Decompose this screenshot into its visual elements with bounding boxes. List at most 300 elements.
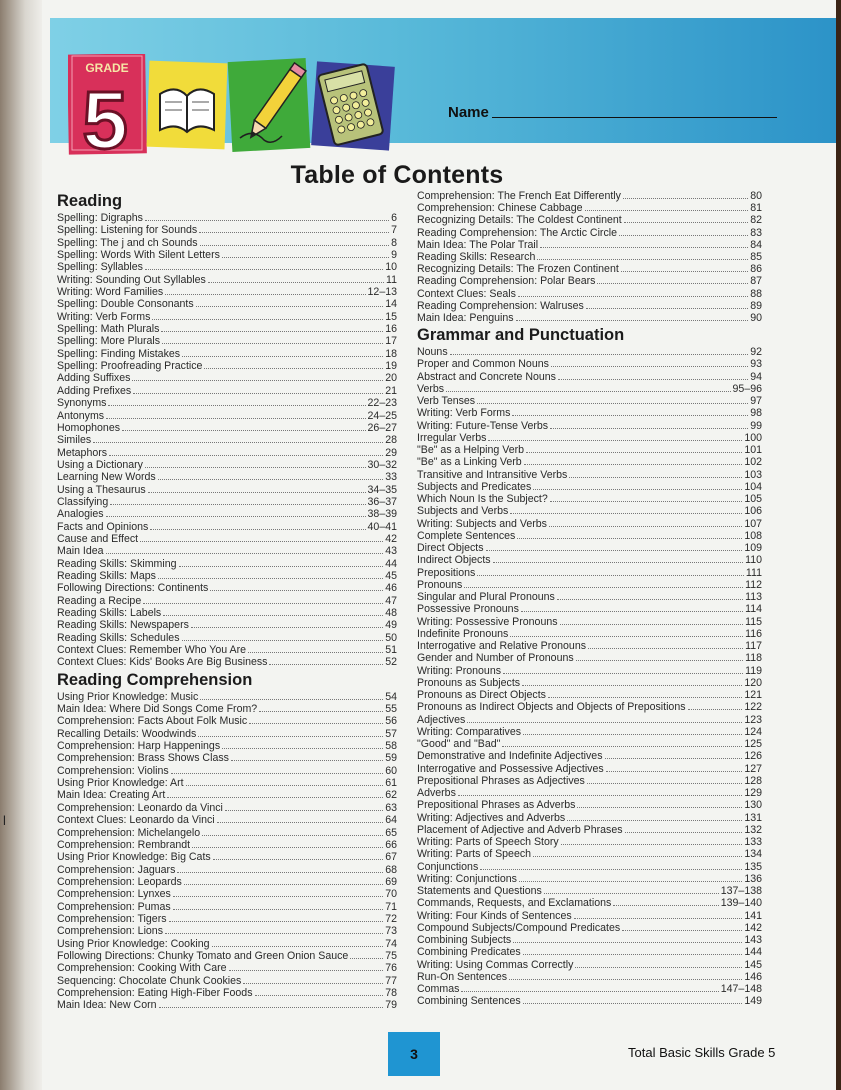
facing-page-edge	[0, 0, 42, 1090]
dot-leader	[688, 701, 743, 710]
toc-entry-title: Pronouns	[417, 578, 463, 591]
dot-leader	[231, 752, 383, 761]
toc-entry	[417, 579, 762, 591]
toc-entry-title: Comprehension: Leonardo da Vinci	[57, 801, 223, 814]
toc-entry-page: 142	[744, 921, 762, 934]
toc-entry-page: 12–13	[367, 286, 397, 299]
toc-entry-title: Subjects and Predicates	[417, 480, 532, 493]
dot-leader	[171, 765, 384, 774]
dot-leader	[145, 459, 366, 468]
toc-entry-title: Reading Skills: Skimming	[57, 557, 177, 570]
toc-entry-title: Antonyms	[57, 409, 105, 422]
dot-leader	[196, 298, 384, 307]
toc-entry-page: 8	[391, 236, 397, 249]
toc-entry	[57, 570, 397, 582]
toc-entry-page: 97	[750, 395, 762, 408]
toc-entry-title: Spelling: Listening for Sounds	[57, 224, 198, 237]
toc-entry	[57, 372, 397, 384]
toc-entry-page: 103	[744, 468, 762, 481]
toc-entry	[417, 959, 762, 971]
toc-entry-title: Statements and Questions	[417, 885, 542, 898]
dot-leader	[522, 677, 742, 686]
dot-leader	[540, 239, 748, 248]
toc-entry-page: 42	[385, 532, 397, 545]
toc-entry-page: 104	[744, 480, 762, 493]
toc-entry-title: Writing: Subjects and Verbs	[417, 517, 547, 530]
toc-entry-page: 52	[385, 656, 397, 669]
dot-leader	[624, 214, 748, 223]
toc-entry-page: 111	[745, 566, 762, 579]
toc-entry-page: 88	[750, 287, 762, 300]
toc-entry-title: Main Idea: Creating Art	[57, 789, 166, 802]
toc-entry-title: Comprehension: The French Eat Differently	[417, 190, 621, 202]
toc-entry-title: Using Prior Knowledge: Cooking	[57, 937, 210, 950]
toc-entry	[57, 901, 397, 913]
toc-entry	[57, 434, 397, 446]
toc-entry-title: Recognizing Details: The Coldest Continent	[417, 214, 622, 227]
toc-entry-page: 107	[744, 517, 762, 530]
toc-section	[57, 669, 397, 1012]
dot-leader	[222, 249, 389, 258]
toc-entry-title: Spelling: Words With Silent Letters	[57, 249, 220, 262]
toc-entry-title: Similes	[57, 434, 92, 447]
toc-entry-title: Writing: Adjectives and Adverbs	[417, 811, 566, 824]
toc-entry-title: Recalling Details: Woodwinds	[57, 727, 197, 740]
dot-leader	[577, 799, 742, 808]
toc-entry-title: Conjunctions	[417, 860, 479, 873]
toc-entry	[57, 397, 397, 409]
toc-entry	[57, 323, 397, 335]
toc-entry-title: Subjects and Verbs	[417, 505, 509, 518]
toc-entry-title: Reading Skills: Schedules	[57, 631, 180, 644]
toc-entry-title: Reading Skills: Research	[417, 250, 536, 263]
toc-entry-page: 102	[744, 456, 762, 469]
toc-entry-title: Prepositional Phrases as Adjectives	[417, 774, 585, 787]
toc-entry-page: 20	[385, 372, 397, 385]
toc-entry-title: Comprehension: Facts About Folk Music	[57, 715, 248, 728]
toc-entry-title: Spelling: Math Plurals	[57, 323, 160, 336]
toc-entry-title: Sequencing: Chocolate Chunk Cookies	[57, 974, 242, 987]
dot-leader	[110, 496, 365, 505]
toc-entry-page: 127	[744, 762, 762, 775]
dot-leader	[202, 827, 383, 836]
toc-entry	[417, 677, 762, 689]
dot-leader	[204, 360, 383, 369]
dot-leader	[575, 959, 742, 968]
dot-leader	[198, 728, 383, 737]
dot-leader	[200, 691, 383, 700]
toc-entry-page: 66	[385, 838, 397, 851]
toc-entry-title: "Be" as a Linking Verb	[417, 456, 522, 469]
toc-entry-title: Reading Skills: Maps	[57, 569, 156, 582]
dot-leader	[588, 640, 743, 649]
toc-entry-title: Classifying	[57, 495, 109, 508]
toc-entry-page: 132	[744, 823, 762, 836]
toc-entry	[57, 987, 397, 999]
dot-leader	[269, 656, 383, 665]
toc-entry	[57, 533, 397, 545]
toc-entry-title: Adjectives	[417, 713, 466, 726]
toc-entry	[57, 619, 397, 631]
dot-leader	[613, 897, 718, 906]
toc-entry-title: Combining Predicates	[417, 946, 521, 959]
section-heading: Reading	[57, 192, 123, 210]
toc-left-column	[57, 190, 397, 1012]
dot-leader	[200, 237, 390, 246]
toc-entry-title: Using a Dictionary	[57, 458, 143, 471]
dot-leader	[533, 481, 742, 490]
toc-entry	[57, 558, 397, 570]
dot-leader	[143, 595, 383, 604]
toc-entry-page: 70	[385, 888, 397, 901]
toc-entry-page: 116	[745, 627, 762, 640]
section-heading: Grammar and Punctuation	[417, 326, 625, 345]
toc-entry-page: 133	[744, 836, 762, 849]
toc-entry	[417, 726, 762, 738]
toc-entry-page: 149	[744, 995, 762, 1008]
toc-entry	[57, 839, 397, 851]
toc-entry-page: 60	[385, 764, 397, 777]
toc-entry-page: 124	[744, 725, 762, 738]
dot-leader	[255, 987, 384, 996]
toc-entry-page: 87	[750, 275, 762, 288]
toc-entry-page: 21	[385, 384, 397, 397]
toc-entry-title: Main Idea: The Polar Trail	[417, 238, 539, 251]
toc-entry-page: 7	[391, 224, 397, 237]
toc-entry-page: 74	[385, 937, 397, 950]
toc-entry	[57, 656, 397, 668]
grade-number: 5	[82, 75, 128, 164]
toc-entry	[57, 728, 397, 740]
toc-entry-page: 136	[744, 872, 762, 885]
toc-entry-page: 24–25	[367, 409, 397, 422]
toc-entry-page: 58	[385, 740, 397, 753]
toc-entry-title: Using Prior Knowledge: Music	[57, 690, 199, 703]
facing-page-char: l	[3, 813, 6, 828]
dot-leader	[225, 802, 383, 811]
toc-entry	[57, 740, 397, 752]
toc-entry-title: Gender and Number of Pronouns	[417, 652, 574, 665]
toc-entry-title: Using a Thesaurus	[57, 483, 146, 496]
toc-entry	[57, 607, 397, 619]
toc-entry-page: 110	[745, 554, 762, 567]
dot-leader	[217, 814, 384, 823]
toc-entry	[57, 311, 397, 323]
dot-leader	[548, 689, 742, 698]
toc-entry-title: Adding Suffixes	[57, 372, 131, 385]
toc-entry-title: Prepositions	[417, 566, 476, 579]
toc-entry-page: 76	[385, 962, 397, 975]
toc-entry-page: 101	[744, 444, 762, 457]
dot-leader	[106, 508, 366, 517]
toc-entry	[417, 202, 762, 214]
toc-entry	[417, 190, 762, 202]
dot-leader	[199, 224, 389, 233]
dot-leader	[477, 395, 748, 404]
toc-entry-page: 109	[744, 542, 762, 555]
dot-leader	[192, 839, 383, 848]
toc-entry	[417, 628, 762, 640]
toc-entry-page: 63	[385, 801, 397, 814]
toc-entry-title: Following Directions: Continents	[57, 582, 209, 595]
toc-entry	[417, 995, 762, 1007]
dot-leader	[464, 579, 743, 588]
toc-entry	[57, 447, 397, 459]
dot-leader	[148, 484, 366, 493]
toc-entry-title: Writing: Parts of Speech Story	[417, 836, 559, 849]
toc-entry-title: Comprehension: Pumas	[57, 900, 171, 913]
dot-leader	[162, 335, 383, 344]
toc-entry-page: 46	[385, 582, 397, 595]
toc-entry-title: Verbs	[417, 382, 445, 395]
toc-entry-page: 26–27	[367, 421, 397, 434]
toc-entry	[57, 410, 397, 422]
toc-entry-title: Using Prior Knowledge: Big Cats	[57, 851, 211, 864]
toc-entry-page: 61	[385, 777, 397, 790]
toc-entry	[57, 950, 397, 962]
toc-entry-page: 55	[385, 703, 397, 716]
toc-entry-title: Combining Subjects	[417, 934, 512, 947]
dot-leader	[521, 603, 743, 612]
toc-entry	[417, 567, 762, 579]
toc-entry-page: 137–138	[720, 885, 762, 898]
toc-entry	[417, 371, 762, 383]
toc-entry-page: 69	[385, 875, 397, 888]
dot-leader	[567, 812, 742, 821]
toc-entry	[417, 946, 762, 958]
toc-entry	[417, 251, 762, 263]
toc-entry	[417, 420, 762, 432]
toc-entry	[57, 224, 397, 236]
toc-entry-title: Writing: Pronouns	[417, 664, 502, 677]
toc-section	[57, 190, 397, 669]
dot-leader	[212, 938, 384, 947]
dot-leader	[623, 190, 748, 199]
dot-leader	[248, 644, 383, 653]
toc-entry-page: 49	[385, 619, 397, 632]
dot-leader	[561, 836, 743, 845]
dot-leader	[145, 212, 389, 221]
toc-entry-title: Spelling: Digraphs	[57, 212, 143, 224]
toc-entry	[417, 848, 762, 860]
toc-entry	[417, 312, 762, 324]
toc-entry	[417, 910, 762, 922]
toc-entry-page: 78	[385, 986, 397, 999]
dot-leader	[574, 910, 743, 919]
toc-entry-page: 48	[385, 607, 397, 619]
toc-entry-page: 56	[385, 715, 397, 728]
toc-entry	[417, 616, 762, 628]
toc-entry-title: Reading Skills: Labels	[57, 607, 162, 619]
toc-entry-title: Writing: Conjunctions	[417, 872, 517, 885]
toc-entry-page: 125	[744, 738, 762, 751]
toc-entry	[57, 691, 397, 703]
toc-entry-page: 62	[385, 789, 397, 802]
dot-leader	[510, 505, 742, 514]
dot-leader	[446, 383, 730, 392]
toc-entry-title: Indirect Objects	[417, 554, 491, 567]
toc-entry-title: Direct Objects	[417, 542, 484, 555]
toc-entry	[57, 876, 397, 888]
dot-leader	[150, 521, 365, 530]
toc-entry	[417, 346, 762, 358]
toc-entry-title: Comprehension: Lions	[57, 925, 163, 938]
toc-entry-page: 90	[750, 311, 762, 324]
dot-leader	[486, 542, 743, 551]
dot-leader	[152, 311, 383, 320]
toc-entry-title: Writing: Comparatives	[417, 725, 522, 738]
dot-leader	[186, 777, 384, 786]
dot-leader	[587, 775, 742, 784]
toc-entry-title: Context Clues: Kids' Books Are Big Business	[57, 656, 268, 669]
toc-entry-title: Spelling: Proofreading Practice	[57, 360, 203, 373]
toc-entry-page: 10	[385, 261, 397, 274]
toc-entry-page: 19	[385, 360, 397, 373]
toc-entry-title: Irregular Verbs	[417, 431, 487, 444]
dot-leader	[249, 715, 383, 724]
dot-leader	[605, 750, 743, 759]
toc-entry	[417, 640, 762, 652]
dot-leader	[191, 619, 383, 628]
toc-entry-page: 115	[745, 615, 762, 628]
toc-entry-title: "Good" and "Bad"	[417, 738, 501, 751]
toc-entry-page: 45	[385, 569, 397, 582]
toc-entry-page: 146	[744, 970, 762, 983]
toc-entry-title: Context Clues: Remember Who You Are	[57, 644, 247, 657]
toc-entry	[57, 508, 397, 520]
footer-book-title: Total Basic Skills Grade 5	[628, 1045, 776, 1060]
dot-leader	[165, 925, 383, 934]
toc-entry	[417, 591, 762, 603]
toc-entry	[417, 518, 762, 530]
toc-entry-page: 11	[386, 273, 397, 286]
toc-entry	[417, 971, 762, 983]
toc-entry-title: Main Idea: New Corn	[57, 999, 157, 1012]
toc-entry-page: 141	[744, 909, 762, 922]
toc-entry-title: Learning New Words	[57, 471, 156, 484]
dot-leader	[533, 848, 742, 857]
dot-leader	[550, 493, 743, 502]
toc-entry-page: 6	[391, 212, 397, 224]
toc-entry-title: Comprehension: Michelangelo	[57, 826, 201, 839]
dot-leader	[619, 227, 748, 236]
toc-entry	[417, 444, 762, 456]
toc-entry-title: Main Idea: Where Did Songs Come From?	[57, 703, 258, 716]
dot-leader	[509, 971, 742, 980]
toc-entry-page: 134	[744, 848, 762, 861]
dot-leader	[537, 251, 748, 260]
toc-entry-title: Which Noun Is the Subject?	[417, 493, 548, 506]
toc-entry	[417, 227, 762, 239]
toc-entry-page: 113	[745, 591, 762, 604]
toc-entry-title: Complete Sentences	[417, 529, 516, 542]
dot-leader	[621, 263, 748, 272]
toc-entry-page: 64	[385, 814, 397, 827]
name-label: Name	[448, 104, 489, 121]
dot-leader	[513, 934, 742, 943]
toc-section	[417, 190, 762, 324]
toc-entry-page: 30–32	[367, 458, 397, 471]
dot-leader	[158, 570, 383, 579]
toc-entry	[417, 897, 762, 909]
toc-entry	[57, 545, 397, 557]
toc-entry	[417, 824, 762, 836]
header-banner	[50, 18, 836, 164]
toc-entry-page: 81	[750, 202, 762, 215]
toc-entry-page: 119	[745, 664, 762, 677]
dot-leader	[586, 300, 748, 309]
dot-leader	[503, 665, 743, 674]
toc-entry-title: Comprehension: Tigers	[57, 912, 167, 925]
toc-entry	[417, 812, 762, 824]
toc-entry	[57, 249, 397, 261]
dot-leader	[158, 471, 383, 480]
toc-entry	[417, 750, 762, 762]
toc-entry	[57, 715, 397, 727]
toc-entry-title: Writing: Future-Tense Verbs	[417, 419, 549, 432]
toc-entry	[417, 885, 762, 897]
toc-entry-title: Homophones	[57, 421, 121, 434]
toc-entry-page: 85	[750, 250, 762, 263]
toc-entry-title: Writing: Verb Forms	[57, 310, 151, 323]
toc-entry-title: "Be" as a Helping Verb	[417, 444, 525, 457]
toc-entry-page: 28	[385, 434, 397, 447]
toc-entry	[57, 938, 397, 950]
page-title: Table of Contents	[290, 161, 504, 189]
toc-entry-page: 123	[744, 713, 762, 726]
toc-entry-page: 16	[385, 323, 397, 336]
toc-entry	[417, 481, 762, 493]
toc-entry-title: Comprehension: Chinese Cabbage	[417, 202, 583, 215]
toc-entry-page: 98	[750, 407, 762, 420]
toc-entry	[57, 286, 397, 298]
dot-leader	[210, 582, 383, 591]
toc-entry-page: 93	[750, 358, 762, 371]
toc-entry-page: 99	[750, 419, 762, 432]
toc-entry-title: Writing: Possessive Pronouns	[417, 615, 558, 628]
toc-entry-title: Spelling: More Plurals	[57, 335, 161, 348]
toc-entry	[57, 274, 397, 286]
toc-entry-title: Synonyms	[57, 397, 107, 410]
toc-entry-page: 84	[750, 238, 762, 251]
dot-leader	[512, 407, 748, 416]
toc-entry	[57, 261, 397, 273]
toc-entry	[417, 799, 762, 811]
toc-entry	[57, 422, 397, 434]
dot-leader	[165, 286, 365, 295]
toc-entry	[417, 861, 762, 873]
toc-entry-title: Comprehension: Leopards	[57, 875, 182, 888]
toc-entry	[57, 595, 397, 607]
toc-entry-title: Reading Comprehension: Polar Bears	[417, 275, 596, 288]
dot-leader	[259, 703, 383, 712]
toc-entry-title: Spelling: Double Consonants	[57, 298, 194, 311]
toc-entry	[417, 701, 762, 713]
toc-entry	[417, 983, 762, 995]
toc-entry-page: 126	[744, 750, 762, 763]
toc-entry-page: 82	[750, 214, 762, 227]
toc-entry	[417, 763, 762, 775]
toc-entry	[417, 775, 762, 787]
dot-leader	[145, 261, 383, 270]
toc-entry-page: 15	[385, 310, 397, 323]
name-write-line	[492, 117, 777, 118]
dot-leader	[458, 787, 742, 796]
toc-entry-title: Indefinite Pronouns	[417, 627, 509, 640]
dot-leader	[184, 876, 383, 885]
toc-entry-title: Adverbs	[417, 787, 456, 800]
toc-entry-title: Context Clues: Leonardo da Vinci	[57, 814, 215, 827]
